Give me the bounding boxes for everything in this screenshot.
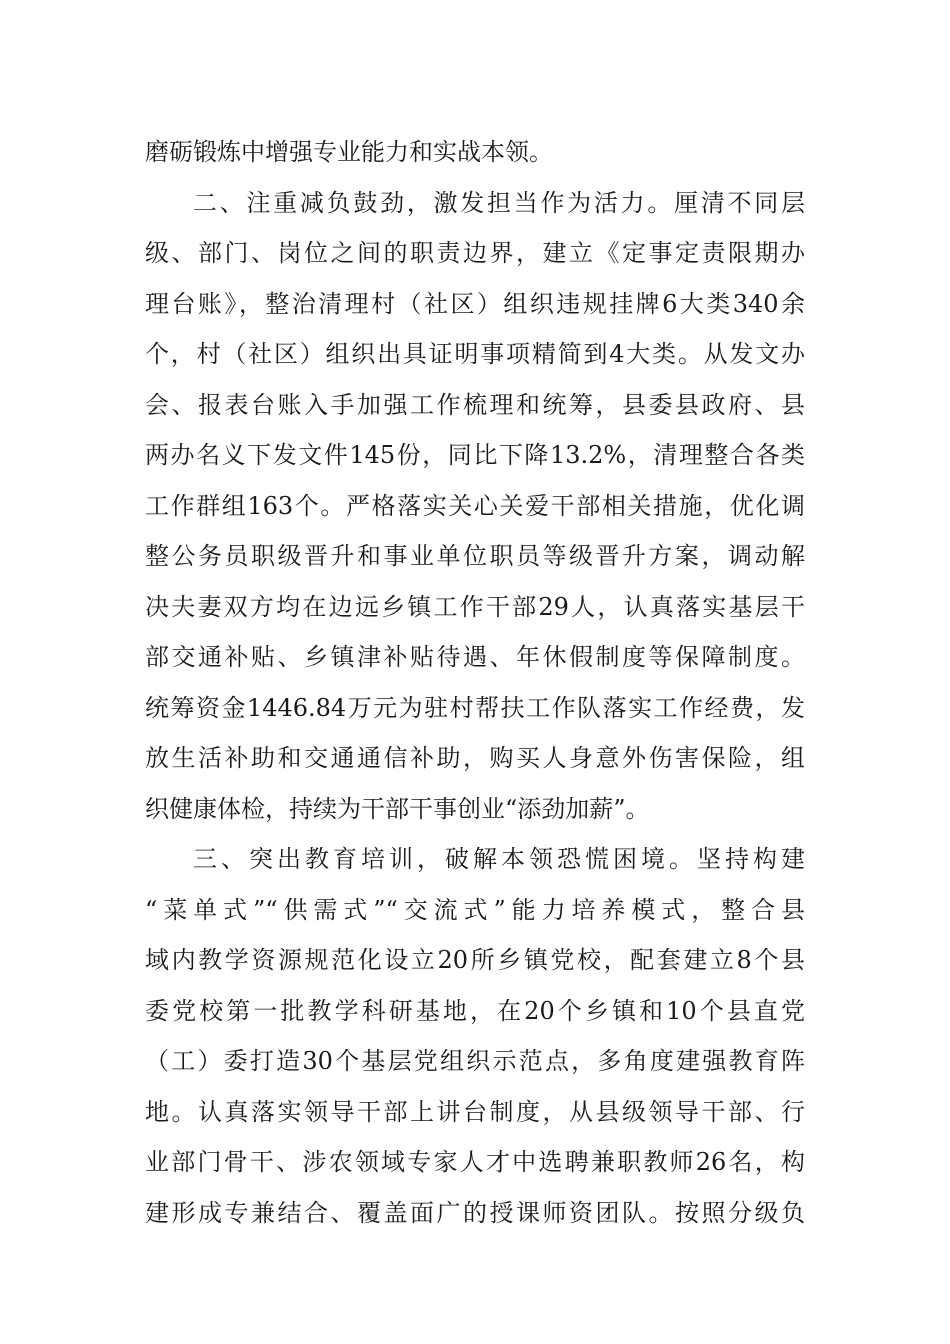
- paragraph-line: 个，村（社区）组织出具证明事项精简到4大类。从发文办: [145, 340, 805, 368]
- paragraph-line: 级、部门、岗位之间的职责边界，建立《定事定责限期办: [145, 239, 805, 267]
- document-body: [145, 127, 805, 1238]
- paragraph-line: 委党校第一批教学科研基地，在20个乡镇和10个县直党: [145, 996, 805, 1025]
- paragraph-line: 放生活补助和交通通信补助，购买人身意外伤害保险，组: [145, 744, 805, 772]
- paragraph-line: 部交通补贴、乡镇津补贴待遇、年休假制度等保障制度。: [145, 643, 805, 671]
- paragraph-line: （工）委打造30个基层党组织示范点，多角度建强教育阵: [145, 1047, 805, 1075]
- paragraph-line: 域内教学资源规范化设立20所乡镇党校，配套建立8个县: [145, 946, 805, 974]
- paragraph-line: 统筹资金1446.84万元为驻村帮扶工作队落实工作经费，发: [145, 693, 805, 722]
- paragraph-line: 二、注重减负鼓劲，激发担当作为活力。厘清不同层: [193, 188, 805, 217]
- paragraph-line: 工作群组163个。严格落实关心关爱干部相关措施，优化调: [145, 491, 805, 520]
- paragraph-line: 两办名义下发文件145份，同比下降13.2%，清理整合各类: [145, 441, 805, 469]
- paragraph-line: 决夫妻双方均在边远乡镇工作干部29人，认真落实基层干: [145, 592, 805, 621]
- paragraph-line: 会、报表台账入手加强工作梳理和统筹，县委县政府、县: [145, 390, 805, 419]
- paragraph-line: “菜单式”“供需式”“交流式”能力培养模式，整合县: [145, 895, 805, 924]
- paragraph-line: 业部门骨干、涉农领域专家人才中选聘兼职教师26名，构: [145, 1148, 805, 1176]
- paragraph-line: 地。认真落实领导干部上讲台制度，从县级领导干部、行: [145, 1097, 805, 1126]
- paragraph-line: 三、突出教育培训，破解本领恐慌困境。坚持构建: [193, 845, 805, 873]
- paragraph-line: 建形成专兼结合、覆盖面广的授课师资团队。按照分级负: [145, 1198, 805, 1227]
- paragraph-line: 整公务员职级晋升和事业单位职员等级晋升方案，调动解: [145, 542, 805, 570]
- paragraph-line: 织健康体检，持续为干部干事创业“添劲加薪”。: [145, 794, 650, 823]
- paragraph-line: 磨砺锻炼中增强专业能力和实战本领。: [145, 138, 553, 166]
- paragraph-line: 理台账》，整治清理村（社区）组织违规挂牌6大类340余: [145, 289, 805, 318]
